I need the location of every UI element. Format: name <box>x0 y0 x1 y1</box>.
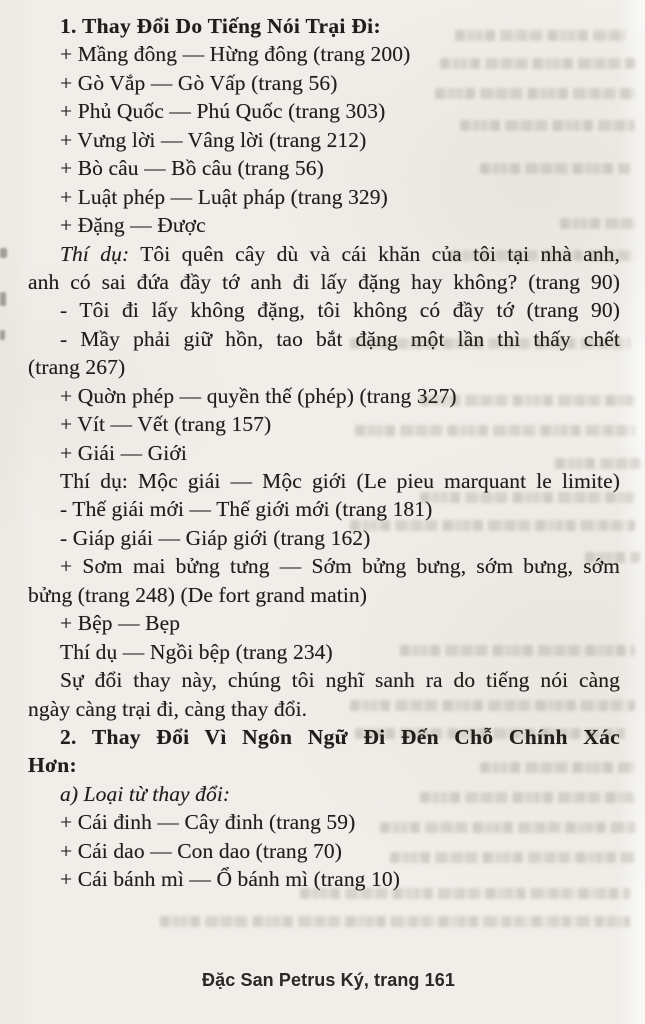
scan-edge-smudge <box>0 330 5 340</box>
list-item: + Sơm mai bửng tưng — Sớm bửng bưng, sớm bưng, sớm <box>60 554 620 579</box>
list-item: + Cái bánh mì — Ổ bánh mì (trang 10) <box>60 867 400 892</box>
list-item: + Gò Vắp — Gò Vấp (trang 56) <box>60 70 338 95</box>
section-2-heading: 2. Thay Đổi Vì Ngôn Ngữ Đi Đến Chỗ Chính Xác <box>60 724 620 749</box>
list-item: + Bệp — Bẹp <box>60 611 181 636</box>
example-line: Thí dụ — Ngồi bệp (trang 234) <box>60 639 333 664</box>
scan-edge-smudge <box>0 248 7 258</box>
paragraph-line: ngày càng trại đi, càng thay đổi. <box>28 696 308 721</box>
list-item: + Cái dao — Con dao (trang 70) <box>60 838 343 863</box>
list-item: + Vưng lời — Vâng lời (trang 212) <box>60 127 367 152</box>
list-item: + Mầng đông — Hừng đông (trang 200) <box>60 42 411 67</box>
list-item: + Phủ Quốc — Phú Quốc (trang 303) <box>60 99 386 124</box>
text-column <box>28 12 620 894</box>
list-item: + Cái đinh — Cây đinh (trang 59) <box>60 810 356 835</box>
list-item: + Vít — Vết (trang 157) <box>60 412 272 437</box>
bleed-through-artifact <box>160 916 630 927</box>
section-1-heading: 1. Thay Đổi Do Tiếng Nói Trại Đi: <box>60 14 381 38</box>
paragraph-line: Sự đổi thay này, chúng tôi nghĩ sanh ra do tiếng nói càng <box>60 668 620 693</box>
page-footer: Đặc San Petrus Ký, trang 161 <box>202 970 455 990</box>
text-line: (trang 267) <box>28 355 126 380</box>
list-item: + Quờn phép — quyền thế (phép) (trang 327) <box>60 383 457 408</box>
list-item: + Giái — Giới <box>60 440 187 465</box>
scan-edge-smudge <box>0 292 6 306</box>
text-line: bửng (trang 248) (De fort grand matin) <box>28 582 368 607</box>
example-line: Thí dụ: Mộc giái — Mộc giới (Le pieu marquant le limite) <box>60 469 620 493</box>
example-line <box>28 240 620 268</box>
text-line: - Thế giái mới — Thế giới mới (trang 181) <box>60 497 433 522</box>
list-item: + Đặng — Được <box>60 213 206 238</box>
example-label: Thí dụ: <box>60 241 130 266</box>
section-2-heading-cont: Hơn: <box>28 753 77 778</box>
text-line: - Giáp giái — Giáp giới (trang 162) <box>60 525 371 550</box>
subsection-heading: a) Loại từ thay đổi: <box>60 781 231 806</box>
list-item: + Luật phép — Luật pháp (trang 329) <box>60 184 388 209</box>
example-text: Tôi quên cây dù và cái khăn của tôi tại nhà anh, <box>129 241 620 266</box>
text-line: - Mầy phải giữ hồn, tao bắt đặng một lần thì thấy chết <box>60 326 620 351</box>
list-item: + Bò câu — Bồ câu (trang 56) <box>60 156 324 181</box>
text-line: anh có sai đứa đầy tớ anh đi lấy đặng hay không? (trang 90) <box>28 269 620 294</box>
text-line: - Tôi đi lấy không đặng, tôi không có đầy tớ (trang 90) <box>60 298 620 323</box>
